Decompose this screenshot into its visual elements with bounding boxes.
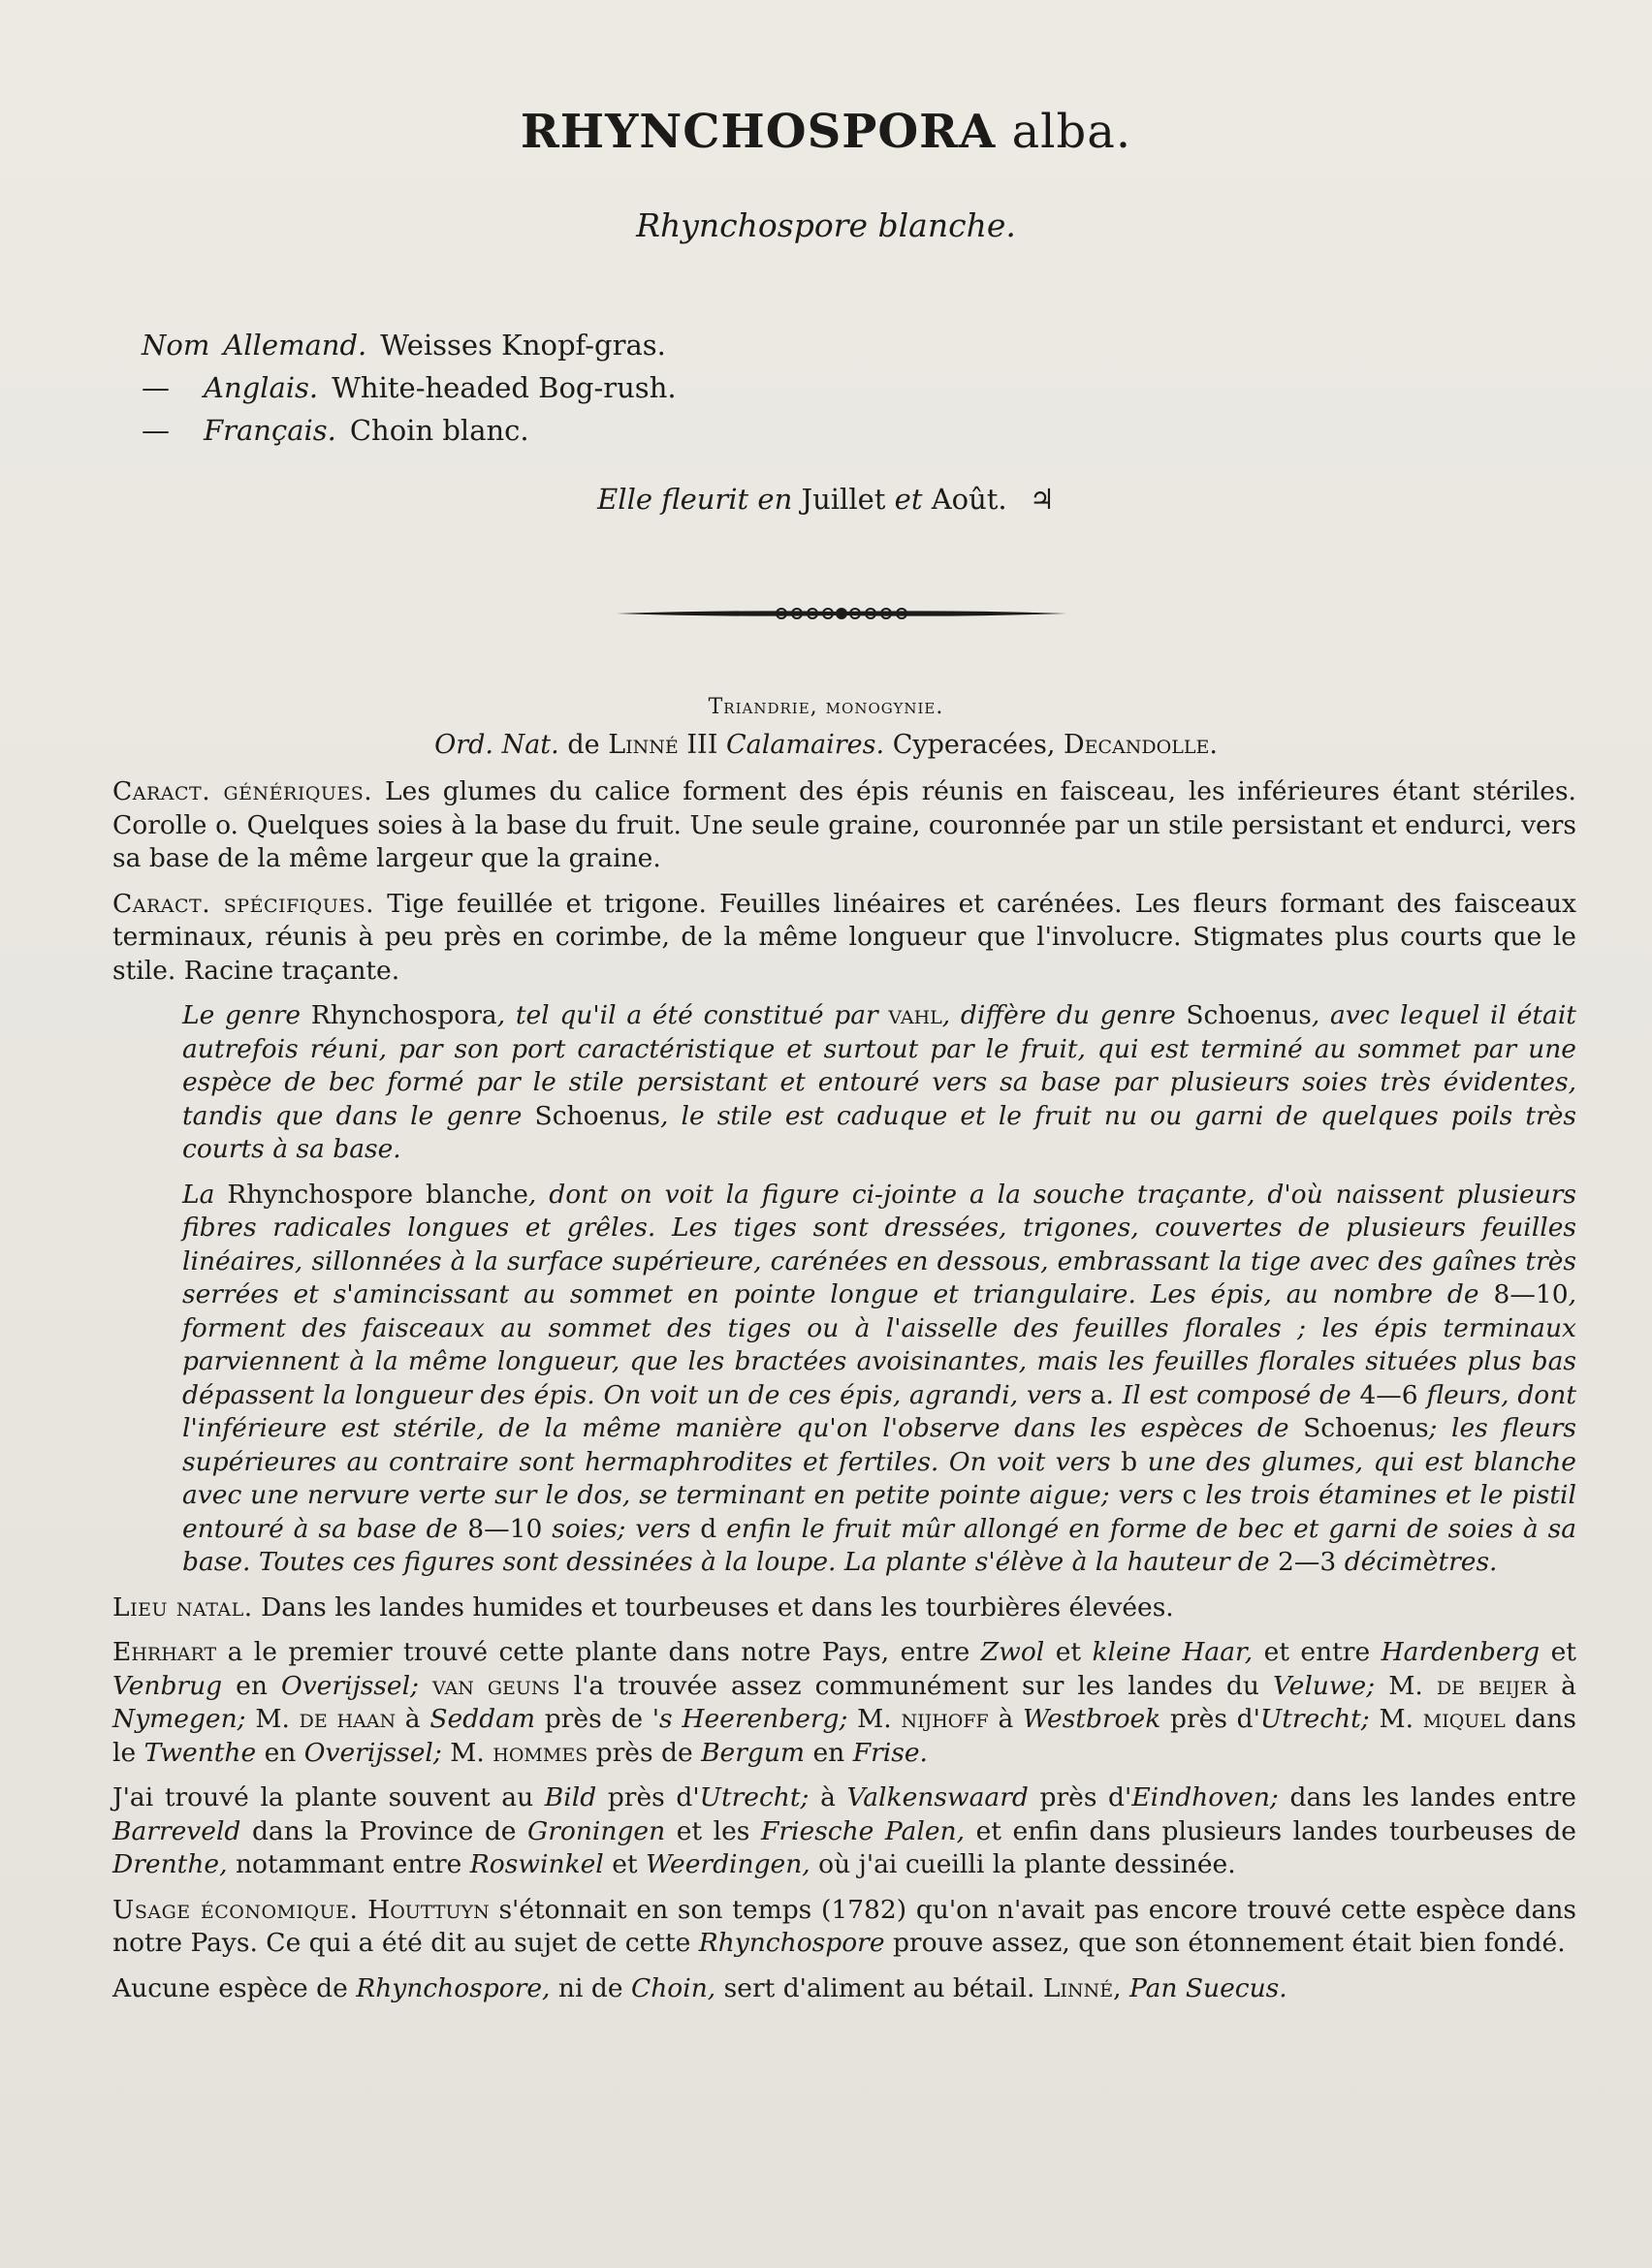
author-name: vahl	[888, 1000, 942, 1030]
text-run: en	[236, 1670, 268, 1701]
author-name: miquel	[1422, 1704, 1506, 1734]
name-prefix: —	[142, 414, 170, 447]
place-name: Seddam	[429, 1704, 536, 1734]
place-name: Frise.	[852, 1737, 928, 1768]
flowering-line	[0, 483, 1652, 516]
order-text: de	[567, 730, 600, 760]
section-label: Caract. génériques.	[112, 776, 373, 806]
place-name: Valkenswaard	[846, 1782, 1029, 1812]
common-names	[142, 324, 677, 452]
main-text	[112, 775, 1576, 2017]
text-run: M.	[1379, 1704, 1414, 1734]
place-name: Twenthe	[143, 1737, 257, 1768]
text-run: , le stile est caduque et le fruit nu ou garni de quelques poils très courts à sa base.	[182, 1100, 1576, 1164]
section-text: Tige feuillée et trigone. Feuilles linéaires et carénées. Les fleurs formant des faisceaux terminaux, réunis à peu près en corimbe, de la même longueur que l'involucre. Stigmates plus courts que le stile. Racine traçante.	[112, 888, 1576, 986]
ornamental-rule	[617, 601, 1066, 626]
genus-paragraph	[112, 999, 1576, 1167]
place-name: Bergum	[701, 1737, 806, 1768]
name-language: Anglais.	[204, 371, 319, 404]
place-name: Drenthe,	[112, 1849, 228, 1879]
text-run: Aucune espèce de	[112, 1972, 348, 2003]
author-name: hommes	[492, 1737, 588, 1768]
text-run: Choin,	[630, 1972, 716, 2003]
text-run: J'ai trouvé la plante souvent au	[112, 1782, 534, 1812]
name-language: Français.	[204, 414, 336, 447]
text-run: 8—10	[1493, 1279, 1569, 1309]
text-run: a	[1090, 1379, 1106, 1410]
perennial-symbol: ♃	[1029, 483, 1055, 516]
distribution-paragraph	[112, 1636, 1576, 1770]
place-name: Venbrug	[112, 1670, 223, 1701]
name-language: Allemand.	[223, 329, 367, 362]
text-run: et enfin dans plusieurs landes tourbeuses de	[975, 1815, 1576, 1846]
place-name: Zwol	[980, 1637, 1045, 1667]
flower-text: en	[757, 483, 793, 516]
text-run: dans la Province de	[251, 1815, 517, 1846]
text-run: ni de	[557, 1972, 623, 2003]
name-prefix: —	[142, 371, 170, 404]
flower-month: Juillet	[801, 483, 886, 516]
place-name: 's Heerenberg;	[651, 1704, 848, 1734]
fodder-paragraph	[112, 1972, 1576, 2006]
author-name: Linné,	[1042, 1972, 1122, 2003]
text-run: 2—3	[1278, 1547, 1337, 1577]
place-name: Overijssel;	[280, 1670, 419, 1701]
text-run: et les	[676, 1815, 750, 1846]
section-text: Dans les landes humides et tourbeuses et dans les tourbières élevées.	[261, 1591, 1174, 1622]
native-habitat	[112, 1591, 1576, 1625]
place-name: Overijssel;	[303, 1737, 442, 1768]
text-run: notammant entre	[235, 1849, 462, 1879]
name-prefix: Nom	[142, 329, 210, 362]
text-run: sert d'aliment au bétail.	[723, 1972, 1035, 2003]
text-run: Pan Suecus.	[1128, 1972, 1287, 2003]
place-name: Westbroek	[1022, 1704, 1161, 1734]
place-name: Eindhoven;	[1131, 1782, 1279, 1812]
text-run: Rhynchospora	[310, 1000, 497, 1030]
text-run: près d'	[607, 1782, 700, 1812]
text-run: dans le	[112, 1704, 1576, 1768]
generic-characters	[112, 775, 1576, 876]
text-run: M.	[255, 1704, 290, 1734]
author-name: van geuns	[432, 1670, 560, 1701]
text-run: a le premier trouvé cette plante dans notre Pays, entre	[227, 1637, 970, 1667]
text-run: , tel qu'il a été constitué par	[496, 1000, 878, 1030]
text-run: Schoenus	[1186, 1000, 1312, 1030]
text-run: , dont on voit la figure ci-jointe a la souche traçante, d'où naissent plusieurs fibres radicales longues et grêles. Les tiges sont dressées, trigones, couvertes de plusieurs feuilles linéaires, sillonnées à la surface supérieure, carénées en dessous, embrassant la tige avec des gaînes très serrées et s'amincissant au sommet en pointe longue et triangulaire. Les épis, au nombre de	[182, 1179, 1576, 1309]
text-run: fleurs, dont l'inférieure est stérile, de la même manière qu'on l'observe dans les espèces de	[182, 1379, 1576, 1443]
text-run: une des glumes, qui est blanche avec une nervure verte sur le dos, se terminant en petite pointe aigue; vers	[182, 1446, 1576, 1510]
place-name: Utrecht;	[1259, 1704, 1370, 1734]
author-name: de haan	[299, 1704, 397, 1734]
place-name: Veluwe;	[1272, 1670, 1376, 1701]
common-name-row	[142, 409, 677, 452]
author-name: Decandolle.	[1064, 730, 1218, 760]
section-text: Les glumes du calice forment des épis réunis en faisceau, les inférieures étant stériles. Corolle o. Quelques soies à la base du fruit. Une seule graine, couronnée par un stile persistant et endurci, vers sa base de la même largeur que la graine.	[112, 776, 1576, 873]
text-run: où j'ai cueilli la plante dessinée.	[818, 1849, 1236, 1879]
classification: Triandrie, monogynie.	[708, 695, 944, 719]
order-number: III	[686, 730, 718, 760]
title-genus: RHYNCHOSPORA	[520, 105, 997, 159]
text-run: près de	[595, 1737, 693, 1768]
text-run: et	[612, 1849, 638, 1879]
place-name: Weerdingen,	[645, 1849, 810, 1879]
text-run: Schoenus	[534, 1100, 660, 1131]
order-text: Ord. Nat.	[434, 730, 559, 760]
text-run: Le genre	[182, 1000, 302, 1030]
title-species: alba.	[1011, 105, 1132, 159]
description-paragraph	[112, 1179, 1576, 1580]
section-label: Lieu natal.	[112, 1591, 253, 1622]
place-name: Utrecht;	[699, 1782, 810, 1812]
text-run: c	[1182, 1480, 1197, 1510]
author-name: Ehrhart	[112, 1637, 217, 1667]
text-run: , forment des faisceaux au sommet des tiges ou à l'aisselle des feuilles florales ; les épis terminaux parviennent à la même longueur, que les bractées avoisinantes, mais les feuilles florales situées plus bas dépassent la longueur des épis. On voit un de ces épis, agrandi, vers	[182, 1279, 1576, 1410]
author-name: de beijer	[1436, 1670, 1548, 1701]
text-run: les trois étamines et le pistil entouré à sa base de	[182, 1480, 1576, 1544]
text-run: Rhynchospore	[698, 1928, 885, 1958]
text-run: M.	[450, 1737, 485, 1768]
author-name: nijhoff	[901, 1704, 989, 1734]
text-run: , diffère du genre	[941, 1000, 1176, 1030]
common-name-row	[142, 324, 677, 366]
text-run: à	[998, 1704, 1014, 1734]
text-run: dans les landes entre	[1289, 1782, 1576, 1812]
place-name: Bild	[544, 1782, 597, 1812]
text-run: à	[404, 1704, 421, 1734]
specific-characters	[112, 888, 1576, 989]
name-value: Choin blanc.	[349, 414, 529, 447]
text-run: enfin le fruit mûr allongé en forme de bec et garni de soies à sa base. Toutes ces figures sont dessinées à la loupe. La plante s'élève à la hauteur de	[182, 1513, 1577, 1577]
text-run: Rhynchospore blanche	[227, 1179, 528, 1210]
text-run: La	[182, 1179, 215, 1210]
text-run: d	[700, 1513, 717, 1544]
author-name: Houttuyn	[367, 1894, 490, 1925]
text-run: décimètres.	[1344, 1547, 1498, 1577]
family-name: Cyperacées,	[892, 730, 1056, 760]
text-run: à	[820, 1782, 836, 1812]
text-run: M.	[1388, 1670, 1423, 1701]
place-name: Roswinkel	[469, 1849, 604, 1879]
collection-paragraph	[112, 1781, 1576, 1882]
section-label: Caract. spécifiques.	[112, 888, 375, 919]
flower-text: Elle fleurit	[597, 483, 749, 516]
text-run: près d'	[1039, 1782, 1132, 1812]
text-run: et entre	[1263, 1637, 1371, 1667]
text-run: près d'	[1170, 1704, 1260, 1734]
flower-text: et	[894, 483, 923, 516]
text-run: en	[264, 1737, 297, 1768]
place-name: Friesche Palen,	[760, 1815, 966, 1846]
text-run: s'étonnait en son temps (1782) qu'on n'avait pas encore trouvé cette espèce dans notre Pays. Ce qui a été dit au sujet de cette	[112, 1894, 1576, 1958]
text-run: b	[1121, 1446, 1138, 1477]
text-run: l'a trouvée assez communément sur les landes du	[573, 1670, 1259, 1701]
text-run: soies; vers	[552, 1513, 691, 1544]
common-name-row	[142, 366, 677, 409]
flower-month: Août.	[931, 483, 1007, 516]
economic-use-paragraph	[112, 1894, 1576, 1961]
text-run: et	[1055, 1637, 1082, 1667]
text-run: près de	[544, 1704, 644, 1734]
text-run: M.	[857, 1704, 892, 1734]
text-run: ; les fleurs supérieures au contraire sont hermaphrodites et fertiles. On voit vers	[182, 1413, 1576, 1477]
text-run: . Il est composé de	[1105, 1379, 1351, 1410]
text-run: Rhynchospore,	[356, 1972, 551, 2003]
place-name: Nymegen;	[112, 1704, 246, 1734]
text-run: prouve assez, que son étonnement était bien fondé.	[892, 1928, 1566, 1958]
text-run: en	[812, 1737, 845, 1768]
text-run: et	[1550, 1637, 1576, 1667]
order-text: Calamaires.	[725, 730, 885, 760]
place-name: Hardenberg	[1381, 1637, 1541, 1667]
text-run: Schoenus	[1303, 1413, 1429, 1443]
natural-order	[0, 730, 1652, 760]
name-value: White-headed Bog-rush.	[332, 371, 677, 404]
section-label: Usage économique.	[112, 1894, 359, 1925]
page-title	[0, 105, 1652, 159]
place-name: Barreveld	[112, 1815, 241, 1846]
text-run: 4—6	[1359, 1379, 1418, 1410]
author-name: Linné	[608, 730, 679, 760]
name-value: Weisses Knopf-gras.	[380, 329, 666, 362]
subtitle: Rhynchospore blanche.	[636, 206, 1016, 244]
text-run: , avec lequel il était autrefois réuni, par son port caractéristique et surtout par le fruit, qui est terminé au sommet par une espèce de bec formé par le stile persistant et entouré vers sa base par plusieurs soies très évidentes, tandis que dans le genre	[182, 1000, 1576, 1131]
place-name: kleine Haar,	[1092, 1637, 1254, 1667]
text-run: à	[1561, 1670, 1576, 1701]
place-name: Groningen	[527, 1815, 666, 1846]
text-run: 8—10	[467, 1513, 543, 1544]
